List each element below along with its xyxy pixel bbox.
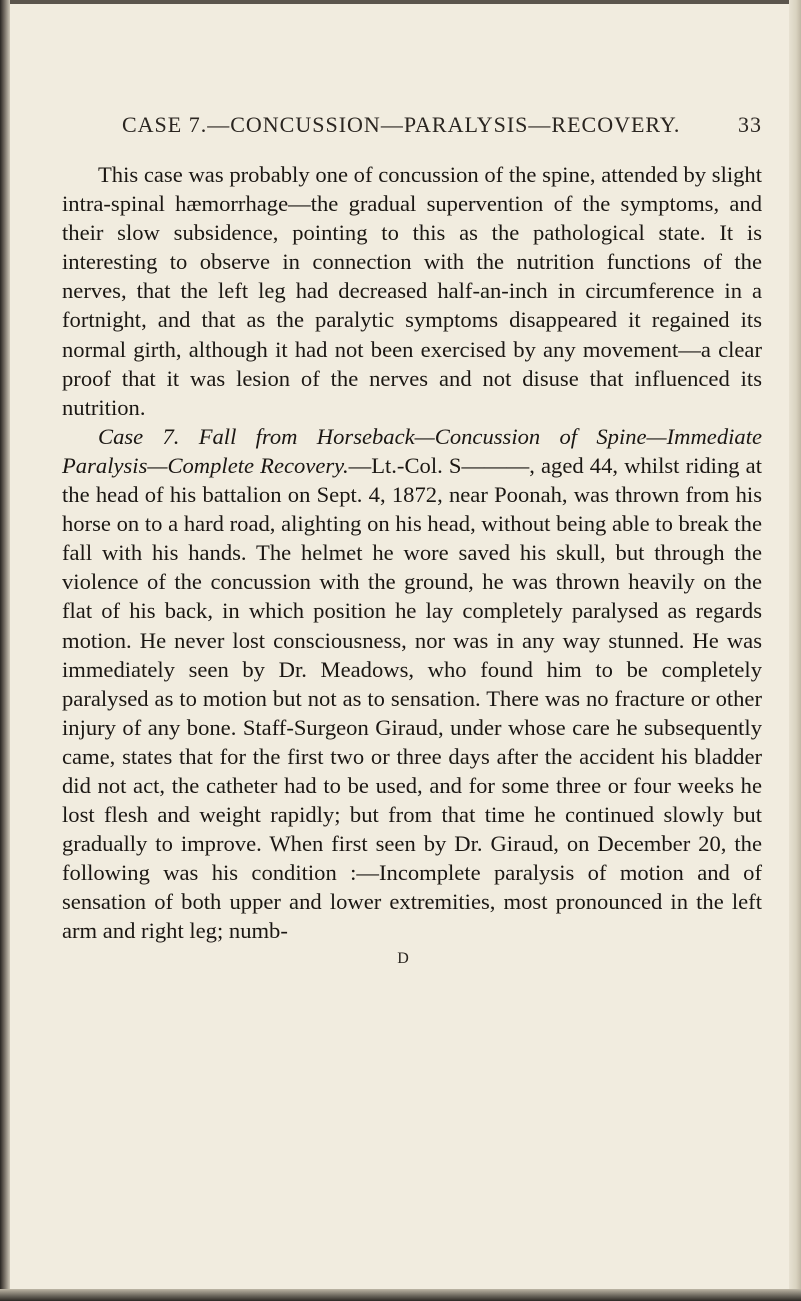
paragraph-case-7	[62, 422, 762, 946]
book-gutter	[0, 0, 10, 1301]
page-top-edge	[0, 0, 801, 4]
page-number: 33	[738, 112, 762, 137]
body-text	[62, 160, 762, 946]
running-head-title: CASE 7.—CONCUSSION—PARALYSIS—RECOVERY.	[122, 112, 681, 137]
running-head	[62, 112, 762, 138]
page-bottom-edge	[0, 1289, 801, 1301]
case-heading: Case 7. Fall from Horseback—Concussion of Spine—Immediate Paralysis—Complete Recovery.	[62, 423, 762, 478]
signature-mark: D	[397, 949, 409, 967]
book-page	[62, 112, 762, 968]
case-text: —Lt.-Col. S———, aged 44, whilst riding at the head of his battalion on Sept. 4, 1872, near Poonah, was thrown from his horse on to a hard road, alighting on his head, without being able to break the fall with his hands. The helmet he wore saved his skull, but through the violence of the concussion with the ground, he was thrown heavily on the flat of his back, in which position he lay completely paralysed as regards motion. He never lost consciousness, nor was in any way stunned. He was immediately seen by Dr. Meadows, who found him to be completely paralysed as to motion but not as to sensation. There was no fracture or other injury of any bone. Staff-Surgeon Giraud, under whose care he subsequently came, states that for the first two or three days after the accident his bladder did not act, the catheter had to be used, and for some three or four weeks he lost flesh and weight rapidly; but from that time he continued slowly but gradually to improve. When first seen by Dr. Giraud, on December 20, the following was his condition :—Incomplete paralysis of motion and of sensation of both upper and lower extremities, most pronounced in the left arm and right leg; numb-	[62, 452, 762, 944]
paragraph: This case was probably one of concussion of the spine, attended by slight intra-spinal hæmorrhage—the gradual supervention of the symptoms, and their slow subsidence, pointing to this as the pathological state. It is interesting to observe in connection with the nutrition functions of the nerves, that the left leg had decreased half-an-inch in circumference in a fortnight, and that as the paralytic symptoms disappeared it regained its normal girth, although it had not been exercised by any movement—a clear proof that it was lesion of the nerves and not disuse that influenced its nutrition.	[62, 162, 762, 420]
page-right-edge	[789, 0, 801, 1301]
